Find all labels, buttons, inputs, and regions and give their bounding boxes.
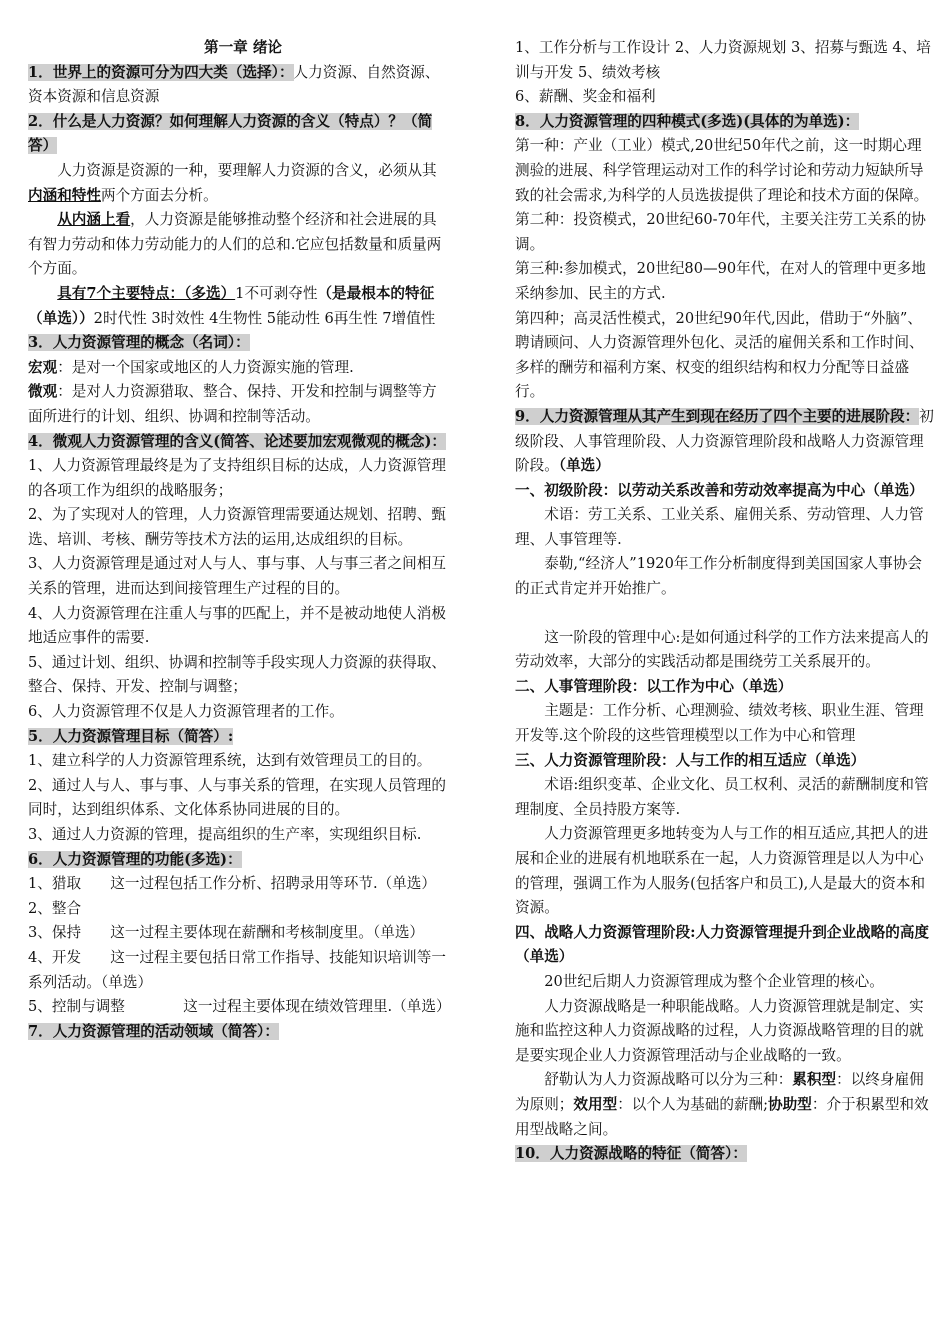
q6-heading: 6．人力资源管理的功能(多选)： (28, 850, 242, 868)
q8-heading: 8．人力资源管理的四种模式(多选)(具体的为单选)： (515, 112, 860, 130)
q10-heading: 10．人力资源战略的特征（简答）： (515, 1145, 747, 1163)
stage-3-para: 术语:组织变革、企业文化、员工权利、灵活的薪酬制度和管理制度、全员持股方案等. (515, 776, 929, 818)
list-item: 3、保持 这一过程主要体现在薪酬和考核制度里。（单选） (28, 924, 425, 942)
list-item: 1、猎取 这一过程包括工作分析、招聘录用等环节.（单选） (28, 875, 436, 893)
list-item: 第四种；高灵活性模式，20世纪90年代,因此，借助于“外脑”、聘请顾问、人力资源管理外包化、灵活的雇佣关系和工作时间、多样的酬劳和福利方案、权变的组织结构和权力分配等日益盛行。 (515, 309, 924, 401)
q3-micro: 微观：是对人力资源猎取、整合、保持、开发和控制与调整等方面所进行的计划、组织、协调和控制等活动。 (28, 383, 437, 425)
q2-para-1: 人力资源是资源的一种，要理解人力资源的含义，必须从其内涵和特性两个方面去分析。 (28, 161, 437, 204)
list-item: 6、薪酬、奖金和福利 (515, 88, 656, 106)
q5-heading: 5．人力资源管理目标（简答）: (28, 727, 234, 745)
right-column (515, 36, 935, 1167)
stage-2-para: 主题是：工作分析、心理测验、绩效考核、职业生涯、管理开发等.这个阶段的这些管理模型以工作为中心和管理 (515, 702, 924, 745)
list-item: 6、人力资源管理不仅是人力资源管理者的工作。 (28, 703, 344, 721)
q2-para-3: 具有7个主要特点：（多选）1不可剥夺性（是最根本的特征（单选））2时代性 3时效性 4生物性 5能动性 6再生性 7增值性 (28, 284, 436, 327)
stage-4-heading: 四、战略人力资源管理阶段:人力资源管理提升到企业战略的高度（单选） (515, 923, 930, 966)
list-item: 1、人力资源管理最终是为了支持组织目标的达成，人力资源管理的各项工作为组织的战略服务； (28, 457, 446, 499)
left-column (28, 36, 451, 1044)
stage-1-para: 术语：劳工关系、工业关系、雇佣关系、劳动管理、人力管理、人事管理等. (515, 506, 924, 548)
spacer (515, 602, 935, 626)
q2-para-2: 从内涵上看，人力资源是能够推动整个经济和社会进展的具有智力劳动和体力劳动能力的人们的总和.它应包括数量和质量两个方面。 (28, 211, 442, 278)
list-item: 第一种：产业（工业）模式,20世纪50年代之前，这一时期心理测验的进展、科学管理运动对工作的科学讨论和劳动力短缺所导致的社会需求,为科学的人员选拔提供了理论和技术方面的保障。 (515, 137, 929, 204)
list-item: 1、工作分析与工作设计 2、人力资源规划 3、招募与甄选 4、培训与开发 5、绩效考核 (515, 39, 931, 81)
list-item: 4、开发 这一过程主要包括日常工作指导、技能知识培训等一系列活动。（单选） (28, 948, 446, 991)
list-item: 2、通过人与人、事与事、人与事关系的管理，在实现人员管理的同时，达到组织体系、文化体系协同进展的目的。 (28, 776, 446, 819)
stage-1-para: 泰勒,“经济人”1920年工作分析制度得到美国国家人事协会的正式肯定并开始推广。 (515, 555, 922, 598)
q4-heading: 4．微观人力资源管理的含义(简答、论述要加宏观微观的概念)： (28, 432, 446, 450)
q1 (28, 61, 448, 110)
stage-2-heading: 二、人事管理阶段：以工作为中心（单选） (515, 677, 793, 695)
stage-4-para: 舒勒认为人力资源战略可以分为三种：累积型：以终身雇佣为原则；效用型：以个人为基础的薪酬;协助型：介于积累型和效用型战略之间。 (515, 1071, 929, 1138)
q1-body: 人力资源、自然资源、资本资源和信息资源 (28, 63, 440, 106)
q3-macro: 宏观：是对一个国家或地区的人力资源实施的管理. (28, 358, 354, 376)
chapter-title: 第一章 绪论 (203, 39, 283, 56)
stage-4-para: 20世纪后期人力资源管理成为整个企业管理的核心。 (544, 972, 884, 990)
q3-heading: 3．人力资源管理的概念（名词）： (28, 334, 250, 352)
q9-body: 初级阶段、人事管理阶段、人力资源管理阶段和战略人力资源管理阶段。 (515, 407, 934, 475)
stage-1-heading: 一、初级阶段：以劳动关系改善和劳动效率提高为中心（单选） (515, 481, 924, 499)
stage-4-para: 人力资源战略是一种职能战略。人力资源管理就是制定、实施和监控这种人力资源战略的过程，人力资源战略管理的目的就是要实现企业人力资源管理活动与企业战略的一致。 (515, 997, 924, 1064)
list-item: 5、控制与调整 这一过程主要体现在绩效管理里.（单选） (28, 998, 451, 1016)
stage-3-para: 人力资源管理更多地转变为人与工作的相互适应,其把人的进展和企业的进展有机地联系在一起，人力资源管理是以人为中心的管理，强调工作为人服务(包括客户和员工),人是最大的资本和资源。 (515, 825, 929, 917)
list-item: 第二种：投资模式，20世纪60-70年代，主要关注劳工关系的协调。 (515, 211, 926, 253)
stage-3-heading: 三、人力资源管理阶段：人与工作的相互适应（单选） (515, 751, 866, 769)
stage-1-para: 这一阶段的管理中心:是如何通过科学的工作方法来提高人的劳动效率，大部分的实践活动都是围绕劳工关系展开的。 (515, 628, 929, 671)
q9: 9．人力资源管理从其产生到现在经历了四个主要的进展阶段：初级阶段、人事管理阶段、人力资源管理阶段和战略人力资源管理阶段。（单选） (515, 407, 934, 475)
list-item: 第三种:参加模式，20世纪80—90年代，在对人的管理中更多地采纳参加、民主的方式. (515, 260, 926, 302)
list-item: 2、为了实现对人的管理，人力资源管理需要通达规划、招聘、甄选、培训、考核、酬劳等技术方法的运用,达成组织的目标。 (28, 506, 446, 548)
list-item: 3、通过人力资源的管理，提高组织的生产率，实现组织目标. (28, 826, 422, 843)
q1-heading: 1．世界上的资源可分为四大类（选择）： (28, 63, 294, 81)
q9-heading: 9．人力资源管理从其产生到现在经历了四个主要的进展阶段： (515, 407, 920, 425)
list-item: 1、建立科学的人力资源管理系统，达到有效管理员工的目的。 (28, 752, 432, 770)
q2-heading: 2．什么是人力资源？如何理解人力资源的含义（特点）？（简答） (28, 112, 433, 155)
list-item: 2、整合 (28, 899, 82, 917)
list-item: 4、人力资源管理在注重人与事的匹配上，并不是被动地使人消极地适应事件的需要. (28, 604, 446, 647)
q7-heading: 7．人力资源管理的活动领域（简答）： (28, 1022, 279, 1040)
list-item: 5、通过计划、组织、协调和控制等手段实现人力资源的获得取、整合、保持、开发、控制与调整； (28, 653, 446, 696)
list-item: 3、人力资源管理是通过对人与人、事与事、人与事三者之间相互关系的管理，进而达到间接管理生产过程的目的。 (28, 555, 446, 598)
